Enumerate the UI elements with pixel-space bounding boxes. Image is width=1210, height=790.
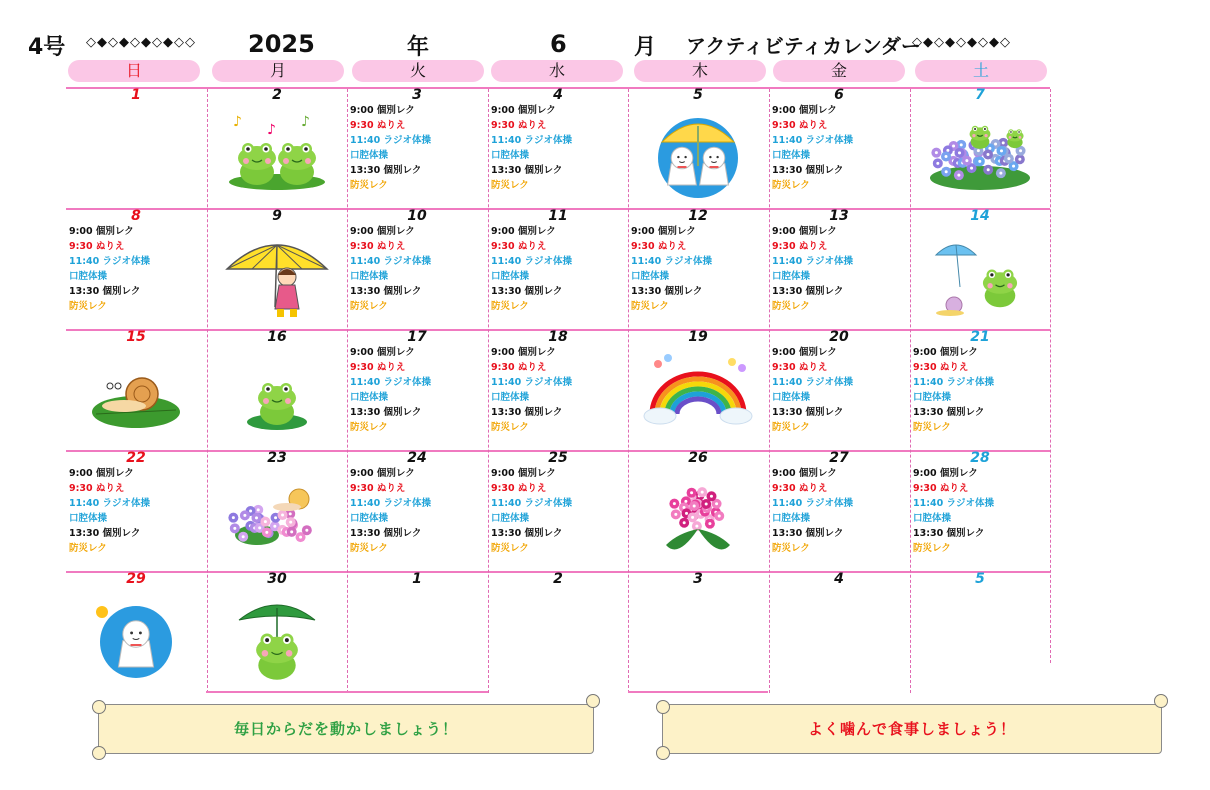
day-cell[interactable] (207, 88, 347, 208)
event-item: 9:00 個別レク (913, 468, 978, 479)
event-item: 13:30 個別レク (491, 165, 563, 176)
event-item: 口腔体操 (350, 150, 389, 161)
event-item: 13:30 個別レク (772, 528, 844, 539)
event-item: 口腔体操 (350, 392, 389, 403)
event-item: 13:30 個別レク (350, 286, 422, 297)
event-item: 9:30 ぬりえ (772, 120, 828, 131)
day-number: 15 (126, 329, 146, 345)
hydrangea-snail-illustration (217, 469, 337, 561)
day-cell[interactable] (769, 451, 909, 571)
event-item: 口腔体操 (491, 271, 530, 282)
day-cell[interactable] (910, 88, 1050, 208)
day-number: 1 (131, 87, 141, 103)
event-item: 防災レク (491, 301, 529, 312)
teru-teru-sun-illustration (76, 590, 196, 682)
event-item: 口腔体操 (350, 271, 389, 282)
day-number: 4 (834, 571, 844, 587)
event-item: 11:40 ラジオ体操 (491, 135, 573, 146)
event-item: 9:30 ぬりえ (350, 120, 406, 131)
frog-lilypad-illustration (217, 348, 337, 440)
event-item: 13:30 個別レク (772, 165, 844, 176)
event-item: 13:30 個別レク (772, 407, 844, 418)
event-list (491, 345, 572, 435)
day-cell[interactable] (207, 572, 347, 692)
day-cell[interactable] (628, 88, 768, 208)
day-cell[interactable] (769, 572, 909, 692)
day-number: 10 (407, 208, 427, 224)
event-item: 9:30 ぬりえ (491, 241, 547, 252)
day-cell[interactable] (488, 330, 628, 450)
event-item: 11:40 ラジオ体操 (69, 498, 151, 509)
event-item: 防災レク (350, 180, 388, 191)
year-value: 2025 (248, 30, 315, 58)
year-unit: 年 (407, 35, 430, 60)
day-number: 16 (267, 329, 287, 345)
event-item: 9:00 個別レク (69, 226, 134, 237)
event-item: 9:30 ぬりえ (350, 483, 406, 494)
event-list (772, 466, 853, 556)
event-item: 9:30 ぬりえ (350, 241, 406, 252)
day-number: 12 (688, 208, 708, 224)
issue-number: 4号 (28, 35, 66, 60)
day-cell[interactable] (207, 209, 347, 329)
event-item: 防災レク (913, 422, 951, 433)
day-number: 3 (412, 87, 422, 103)
day-cell[interactable] (488, 209, 628, 329)
rainbow-illustration (638, 348, 758, 440)
event-item: 9:30 ぬりえ (631, 241, 687, 252)
event-item: 口腔体操 (69, 271, 108, 282)
event-item: 9:00 個別レク (491, 226, 556, 237)
event-item: 防災レク (772, 301, 810, 312)
day-cell[interactable] (66, 88, 206, 208)
event-list (772, 345, 853, 435)
event-list (350, 224, 431, 314)
event-item: 9:30 ぬりえ (491, 483, 547, 494)
event-item: 口腔体操 (491, 392, 530, 403)
event-item: 11:40 ラジオ体操 (913, 377, 995, 388)
weekday-tuesday: 火 (352, 60, 484, 82)
event-item: 9:30 ぬりえ (491, 362, 547, 373)
event-item: 11:40 ラジオ体操 (350, 135, 432, 146)
svg-text:♪: ♪ (233, 114, 242, 130)
event-item: 9:30 ぬりえ (350, 362, 406, 373)
day-cell[interactable] (488, 451, 628, 571)
event-item: 11:40 ラジオ体操 (772, 498, 854, 509)
day-number: 5 (975, 571, 985, 587)
event-item: 9:30 ぬりえ (69, 241, 125, 252)
event-list (350, 345, 431, 435)
event-item: 13:30 個別レク (69, 286, 141, 297)
diamond-ornament-right: ◇◆◇◆◇◆◇◆◇ (912, 35, 1011, 50)
day-number: 19 (688, 329, 708, 345)
teru-teru-umbrella-illustration (638, 106, 758, 198)
event-item: 防災レク (350, 422, 388, 433)
day-cell[interactable] (628, 209, 768, 329)
event-item: 13:30 個別レク (631, 286, 703, 297)
event-item: 9:00 個別レク (491, 105, 556, 116)
event-item: 13:30 個別レク (913, 528, 985, 539)
day-cell[interactable] (207, 451, 347, 571)
day-number: 7 (975, 87, 985, 103)
weekday-saturday: 土 (915, 60, 1047, 82)
event-item: 9:30 ぬりえ (772, 241, 828, 252)
event-item: 口腔体操 (350, 513, 389, 524)
banner-eating (656, 700, 1168, 758)
frog-leaf-umbrella-illustration (217, 590, 337, 682)
banner-eating-text: よく噛んで食事しましょう！ (807, 720, 1016, 738)
frogs-singing-illustration (217, 106, 337, 198)
event-item: 防災レク (491, 422, 529, 433)
weekday-monday: 月 (212, 60, 344, 82)
day-cell[interactable] (66, 451, 206, 571)
day-number: 23 (267, 450, 287, 466)
day-number: 20 (829, 329, 849, 345)
weekday-sunday: 日 (68, 60, 200, 82)
day-number: 13 (829, 208, 849, 224)
diamond-ornament-left: ◇◆◇◆◇◆◇◆◇◇ (86, 35, 196, 50)
event-item: 9:30 ぬりえ (772, 483, 828, 494)
event-item: 13:30 個別レク (913, 407, 985, 418)
event-item: 9:00 個別レク (350, 226, 415, 237)
day-cell[interactable] (910, 209, 1050, 329)
banner-exercise-text: 毎日からだを動かしましょう！ (233, 720, 458, 738)
event-item: 13:30 個別レク (69, 528, 141, 539)
event-item: 11:40 ラジオ体操 (913, 498, 995, 509)
event-list (350, 466, 431, 556)
day-number: 25 (548, 450, 568, 466)
event-item: 口腔体操 (491, 513, 530, 524)
event-item: 防災レク (350, 543, 388, 554)
day-number: 24 (407, 450, 427, 466)
day-cell[interactable] (910, 572, 1050, 692)
event-list (772, 224, 853, 314)
weekday-wednesday: 水 (491, 60, 623, 82)
month-value: 6 (550, 30, 567, 58)
event-item: 防災レク (772, 180, 810, 191)
event-item: 11:40 ラジオ体操 (491, 498, 573, 509)
event-list (913, 466, 994, 556)
event-item: 9:00 個別レク (772, 347, 837, 358)
day-number: 27 (829, 450, 849, 466)
event-item: 9:30 ぬりえ (913, 362, 969, 373)
event-item: 11:40 ラジオ体操 (772, 135, 854, 146)
event-item: 13:30 個別レク (491, 286, 563, 297)
event-item: 11:40 ラジオ体操 (491, 377, 573, 388)
event-item: 13:30 個別レク (350, 407, 422, 418)
event-item: 防災レク (772, 543, 810, 554)
day-cell[interactable] (66, 572, 206, 692)
event-item: 口腔体操 (913, 513, 952, 524)
event-item: 13:30 個別レク (350, 165, 422, 176)
event-item: 口腔体操 (913, 392, 952, 403)
event-item: 9:00 個別レク (491, 468, 556, 479)
event-item: 防災レク (491, 180, 529, 191)
event-item: 口腔体操 (772, 150, 811, 161)
grid-column-line (1050, 89, 1051, 663)
day-number: 21 (970, 329, 990, 345)
day-number: 18 (548, 329, 568, 345)
day-number: 2 (272, 87, 282, 103)
day-number: 29 (126, 571, 146, 587)
event-item: 防災レク (913, 543, 951, 554)
event-item: 防災レク (350, 301, 388, 312)
day-number: 4 (553, 87, 563, 103)
day-cell[interactable] (488, 88, 628, 208)
day-cell[interactable] (488, 572, 628, 692)
event-item: 9:30 ぬりえ (772, 362, 828, 373)
day-number: 28 (970, 450, 990, 466)
event-list (491, 103, 572, 193)
day-cell[interactable] (910, 330, 1050, 450)
frog-snail-rain-illustration (920, 227, 1040, 319)
day-number: 1 (412, 571, 422, 587)
day-number: 11 (548, 208, 568, 224)
event-item: 口腔体操 (69, 513, 108, 524)
hydrangea-frogs-illustration (920, 106, 1040, 198)
event-item: 13:30 個別レク (350, 528, 422, 539)
day-number: 9 (272, 208, 282, 224)
event-list (491, 466, 572, 556)
event-list (631, 224, 712, 314)
event-item: 口腔体操 (631, 271, 670, 282)
event-item: 防災レク (491, 543, 529, 554)
day-number: 22 (126, 450, 146, 466)
day-number: 5 (693, 87, 703, 103)
event-item: 口腔体操 (491, 150, 530, 161)
event-item: 13:30 個別レク (491, 528, 563, 539)
day-number: 14 (970, 208, 990, 224)
event-item: 9:00 個別レク (491, 347, 556, 358)
day-cell[interactable] (628, 330, 768, 450)
snail-leaf-illustration (76, 348, 196, 440)
event-item: 11:40 ラジオ体操 (69, 256, 151, 267)
day-cell[interactable] (347, 330, 487, 450)
event-list (69, 224, 150, 314)
event-item: 9:30 ぬりえ (69, 483, 125, 494)
day-number: 17 (407, 329, 427, 345)
day-number: 2 (553, 571, 563, 587)
event-item: 13:30 個別レク (491, 407, 563, 418)
event-item: 9:00 個別レク (350, 468, 415, 479)
event-item: 9:30 ぬりえ (491, 120, 547, 131)
event-list (913, 345, 994, 435)
event-item: 13:30 個別レク (772, 286, 844, 297)
day-number: 8 (131, 208, 141, 224)
day-number: 6 (834, 87, 844, 103)
hydrangea-pink-illustration (638, 469, 758, 561)
calendar-title: アクティビティカレンダー (686, 34, 921, 58)
event-item: 9:00 個別レク (631, 226, 696, 237)
event-item: 11:40 ラジオ体操 (350, 498, 432, 509)
event-item: 防災レク (69, 301, 107, 312)
event-item: 9:00 個別レク (913, 347, 978, 358)
day-cell[interactable] (347, 209, 487, 329)
event-item: 防災レク (69, 543, 107, 554)
event-list (69, 466, 150, 556)
event-item: 防災レク (772, 422, 810, 433)
event-list (350, 103, 431, 193)
event-item: 11:40 ラジオ体操 (491, 256, 573, 267)
day-cell[interactable] (66, 330, 206, 450)
event-item: 口腔体操 (772, 513, 811, 524)
event-item: 防災レク (631, 301, 669, 312)
event-item: 11:40 ラジオ体操 (631, 256, 713, 267)
day-cell[interactable] (628, 451, 768, 571)
event-list (772, 103, 853, 193)
day-number: 3 (693, 571, 703, 587)
weekday-thursday: 木 (634, 60, 766, 82)
event-item: 11:40 ラジオ体操 (350, 256, 432, 267)
girl-umbrella-illustration (217, 227, 337, 319)
event-item: 11:40 ラジオ体操 (350, 377, 432, 388)
event-item: 口腔体操 (772, 271, 811, 282)
event-item: 9:30 ぬりえ (913, 483, 969, 494)
svg-text:♪: ♪ (267, 122, 276, 138)
day-cell[interactable] (347, 451, 487, 571)
day-number: 30 (267, 571, 287, 587)
day-cell[interactable] (769, 330, 909, 450)
banner-exercise (92, 700, 600, 758)
day-cell[interactable] (347, 572, 487, 692)
day-cell[interactable] (769, 209, 909, 329)
day-cell[interactable] (66, 209, 206, 329)
month-unit: 月 (634, 35, 657, 60)
event-item: 11:40 ラジオ体操 (772, 377, 854, 388)
weekday-friday: 金 (773, 60, 905, 82)
event-item: 11:40 ラジオ体操 (772, 256, 854, 267)
svg-text:♪: ♪ (301, 114, 310, 130)
event-item: 口腔体操 (772, 392, 811, 403)
day-number: 26 (688, 450, 708, 466)
day-cell[interactable] (769, 88, 909, 208)
event-item: 9:00 個別レク (772, 226, 837, 237)
event-item: 9:00 個別レク (772, 105, 837, 116)
day-cell[interactable] (628, 572, 768, 692)
day-cell[interactable] (347, 88, 487, 208)
day-cell[interactable] (910, 451, 1050, 571)
event-list (491, 224, 572, 314)
calendar-header (0, 30, 1210, 62)
event-item: 9:00 個別レク (350, 105, 415, 116)
event-item: 9:00 個別レク (772, 468, 837, 479)
event-item: 9:00 個別レク (350, 347, 415, 358)
event-item: 9:00 個別レク (69, 468, 134, 479)
day-cell[interactable] (207, 330, 347, 450)
